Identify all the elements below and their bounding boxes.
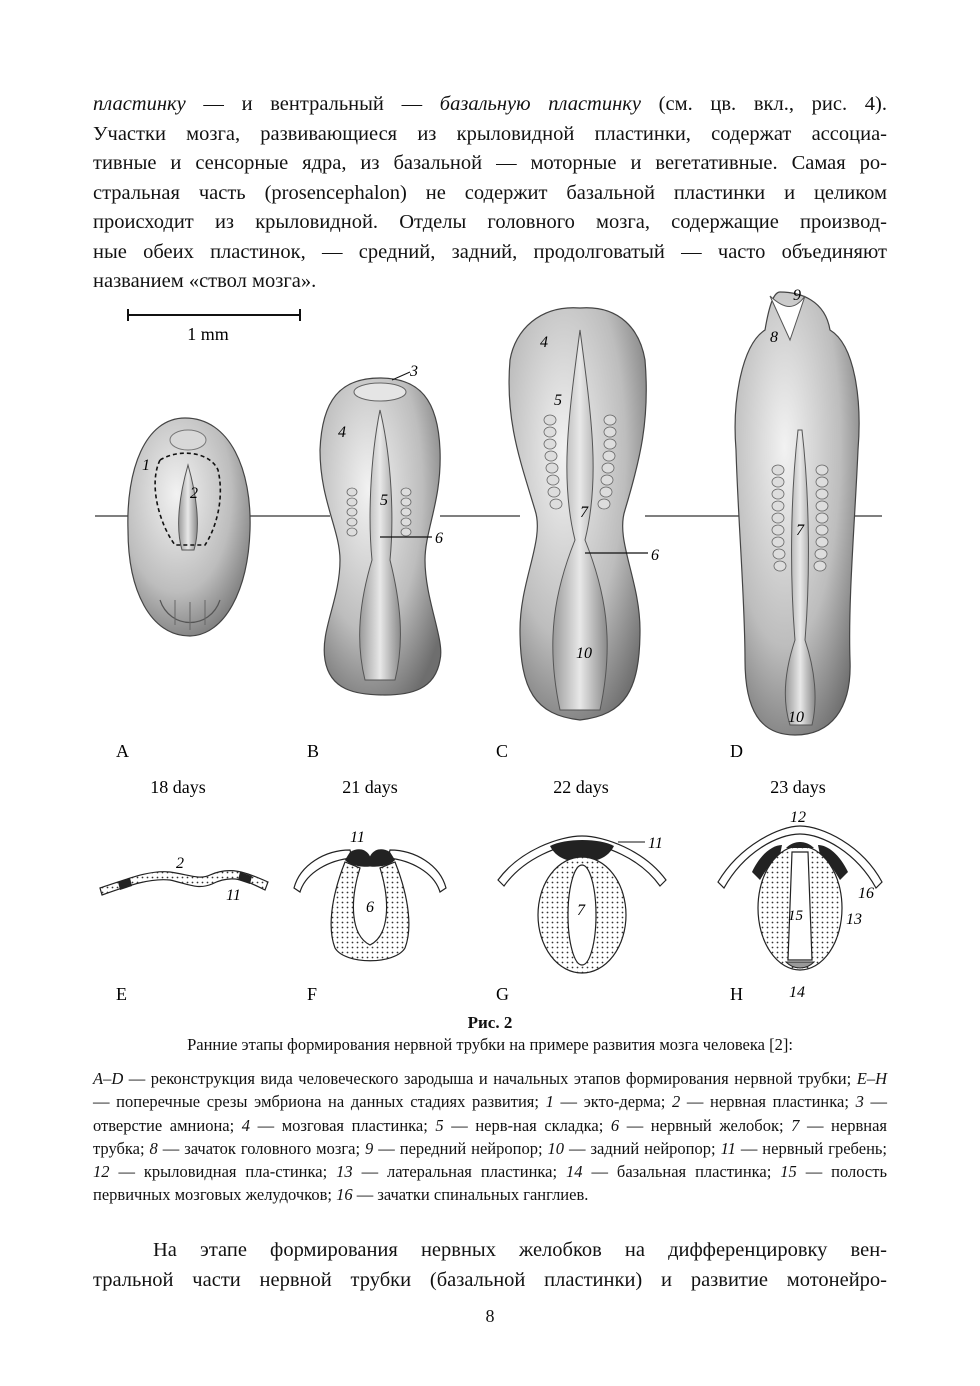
embryo-d [735, 287, 859, 735]
label-6-b: 6 [435, 530, 443, 547]
label-14: 14 [789, 984, 805, 1001]
label-13: 13 [846, 911, 862, 928]
legend-term: 14 [566, 1162, 583, 1182]
embryo-b [320, 363, 443, 695]
legend-item [546, 1092, 672, 1111]
legend-description: — зачаток головного мозга; [157, 1138, 366, 1158]
label-11-g: 11 [648, 835, 663, 852]
legend-description: — зачатки спинальных ганглиев. [352, 1185, 589, 1205]
bottom-paragraph [93, 1236, 887, 1295]
legend-item [150, 1139, 366, 1158]
legend-term: 10 [547, 1138, 565, 1158]
legend-term: 1 [545, 1092, 554, 1112]
legend-description: — экто-дерма; [553, 1092, 672, 1112]
section-letter-f: F [307, 984, 318, 1004]
legend-term: 11 [720, 1138, 736, 1158]
legend-term: 9 [365, 1138, 374, 1158]
legend-item [242, 1116, 436, 1135]
panel-letter-a: A [116, 741, 129, 761]
label-16: 16 [858, 885, 874, 902]
panel-letter-d: D [730, 741, 743, 761]
label-7-g: 7 [577, 902, 585, 919]
figure-caption-title: Рис. 2 [467, 1013, 513, 1032]
label-11-e: 11 [226, 887, 241, 904]
legend-description: — передний нейропор; [373, 1138, 548, 1158]
legend-item [672, 1092, 856, 1111]
label-6-c: 6 [651, 547, 659, 564]
legend-term: 3 [855, 1092, 864, 1112]
legend-item [721, 1139, 887, 1158]
text-run: (см. цв. вкл., рис. 4). [640, 93, 887, 115]
term-basal: базальную пластинку [439, 93, 641, 115]
label-10-c: 10 [576, 645, 592, 662]
figure-legend [93, 1067, 887, 1207]
legend-description: — задний нейропор; [564, 1138, 721, 1158]
scale-bar [128, 309, 300, 344]
legend-term: 16 [336, 1185, 353, 1205]
legend-term: 15 [780, 1162, 797, 1182]
scale-label: 1 mm [187, 324, 229, 344]
page-number: 8 [485, 1306, 495, 1326]
top-line-7: названием «ствол мозга». [93, 270, 317, 292]
text-run: — и вентральный — [185, 93, 440, 115]
section-letter-e: E [116, 984, 127, 1004]
legend-description: — нервный желобок; [619, 1115, 792, 1135]
embryo-a [128, 418, 250, 636]
panel-labels [116, 741, 826, 797]
top-line-3: тивные и сенсорные ядра, из базальной — моторные и вегетативные. Самая ро- [93, 152, 887, 174]
legend-term: E–H [856, 1069, 887, 1088]
panel-letter-c: C [496, 741, 509, 761]
label-4-b: 4 [338, 424, 346, 441]
legend-term: 8 [149, 1138, 158, 1158]
panel-letter-b: B [307, 741, 320, 761]
label-2-e: 2 [176, 855, 184, 872]
label-2: 2 [190, 485, 198, 502]
legend-item [566, 1162, 780, 1181]
legend-description: — нервный гребень; [735, 1138, 888, 1158]
top-line-6: ные обеих пластинок, — средний, задний, продолговатый — часто объединяют [93, 240, 887, 263]
legend-item [93, 1069, 857, 1088]
label-6-f: 6 [366, 899, 374, 916]
label-1: 1 [142, 457, 150, 474]
top-line-5: происходит из крыловидной. Отделы головного мозга, содержащие производ- [93, 211, 887, 233]
label-12: 12 [790, 809, 806, 826]
section-letters [116, 984, 743, 1004]
label-5-b: 5 [380, 492, 388, 509]
legend-term: 6 [610, 1115, 620, 1135]
section-g [498, 835, 666, 973]
legend-description: — крыловидная пла-стинка; [109, 1162, 337, 1182]
label-4-c: 4 [540, 334, 548, 351]
top-line-4: стральная часть (prosencephalon) не содержит базальной пластинки и целиком [93, 181, 887, 204]
section-f [294, 829, 446, 961]
label-10-d: 10 [788, 709, 804, 726]
panel-days-d: 23 days [770, 777, 826, 797]
label-5-c: 5 [554, 392, 562, 409]
legend-term: 2 [671, 1092, 681, 1112]
legend-description: — отверстие амниона; [93, 1092, 887, 1135]
legend-item [435, 1116, 610, 1135]
legend-item [548, 1139, 721, 1158]
embryo-c [509, 308, 659, 720]
label-7-d: 7 [796, 522, 804, 539]
legend-term: 13 [336, 1162, 353, 1182]
legend-description: — полость первичных мозговых желудочков; [93, 1162, 887, 1205]
legend-term: 4 [241, 1115, 251, 1135]
legend-description: — поперечные срезы эмбриона на данных стадиях развития; [93, 1092, 546, 1112]
legend-description: — нерв-ная складка; [443, 1115, 611, 1135]
label-11-f: 11 [350, 829, 365, 846]
bottom-line-1: На этапе формирования нервных желобков на дифференцировку вен- [153, 1239, 887, 1261]
label-15: 15 [788, 908, 803, 924]
label-7-c: 7 [580, 504, 588, 521]
legend-term: 7 [791, 1115, 800, 1135]
legend-description: — реконструкция вида человеческого зародыша и начальных этапов формирования нервной трубки; [123, 1069, 857, 1088]
figure-caption-subtitle: Ранние этапы формирования нервной трубки на примере развития мозга человека [2]: [187, 1035, 793, 1054]
section-letter-g: G [496, 984, 509, 1004]
panel-days-c: 22 days [553, 777, 609, 797]
legend-description: — латеральная пластинка; [352, 1162, 567, 1182]
panel-days-a: 18 days [150, 777, 206, 797]
legend-item [611, 1116, 791, 1135]
legend-item [336, 1185, 588, 1204]
label-3: 3 [410, 363, 418, 380]
legend-description: — нервная трубка; [93, 1115, 887, 1158]
legend-term: 5 [435, 1115, 444, 1135]
section-h [718, 809, 882, 1001]
panel-days-b: 21 days [342, 777, 398, 797]
legend-description: — базальная пластинка; [582, 1162, 781, 1182]
top-line-2: Участки мозга, развивающиеся из крыловидной пластинки, содержат ассоциа- [93, 122, 887, 145]
legend-description: — мозговая пластинка; [250, 1115, 436, 1135]
label-9: 9 [793, 287, 801, 304]
legend-item [93, 1162, 336, 1181]
legend-item [365, 1139, 547, 1158]
legend-item [336, 1162, 566, 1181]
label-8: 8 [770, 329, 778, 346]
section-letter-h: H [730, 984, 743, 1004]
legend-term: 12 [93, 1162, 110, 1182]
bottom-line-2: тральной части нервной трубки (базальной пластинки) и развитие мотонейро- [93, 1268, 887, 1291]
legend-term: A–D [93, 1069, 124, 1088]
section-e [100, 855, 268, 904]
term-alar: пластинку [93, 93, 186, 115]
legend-description: — нервная пластинка; [680, 1092, 856, 1112]
